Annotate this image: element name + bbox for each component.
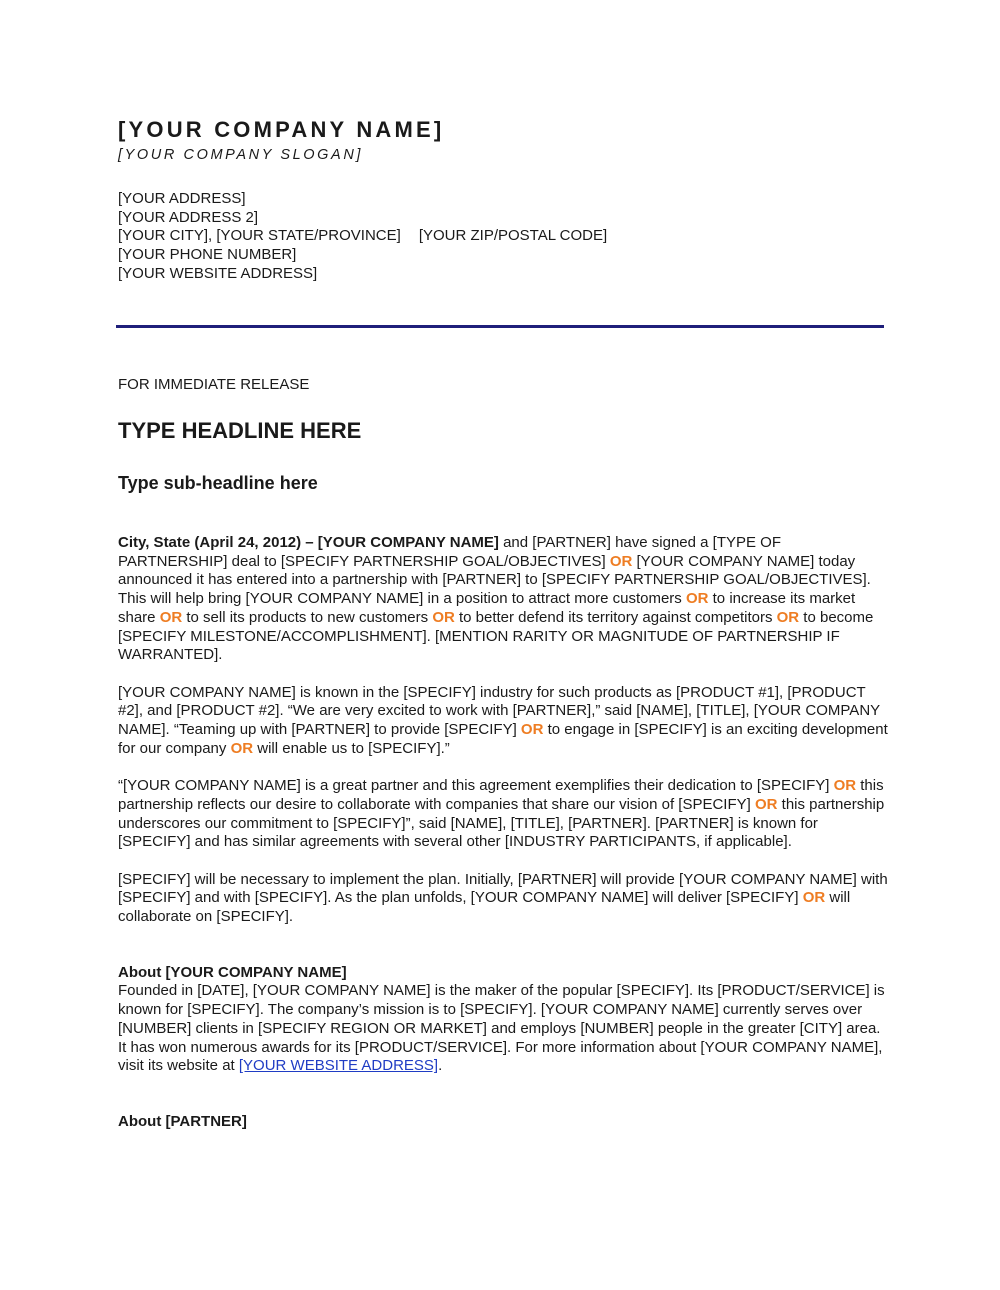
or-marker: OR — [432, 608, 455, 626]
paragraph-3 — [118, 777, 888, 852]
text-run: Founded in [DATE], [YOUR COMPANY NAME] is the maker of the popular [SPECIFY]. Its [PRODUCT/SERVICE] is known for [SPECIFY]. The company’s mission is to [SPECIFY]. [YOUR COMPANY NAME] currently serves over [NUMBER] clients in [SPECIFY REGION OR MARKET] and employs [NUMBER] people in the greater [CITY] area. It has won numerous awards for its [PRODUCT/SERVICE]. For more information about [YOUR COMPANY NAME], visit its website at — [118, 982, 885, 1075]
or-marker: OR — [833, 777, 857, 795]
phone-number: [YOUR PHONE NUMBER] — [118, 246, 297, 264]
or-marker: OR — [776, 608, 800, 626]
about-company-title: About [YOUR COMPANY NAME] — [118, 963, 347, 981]
company-name: [YOUR COMPANY NAME] — [118, 117, 445, 142]
or-marker: OR — [685, 590, 709, 608]
address-line-1: [YOUR ADDRESS] — [118, 190, 246, 207]
text-run: this partnership reflects our desire to collaborate with companies that share our vision of [SPECIFY] — [118, 777, 884, 813]
city-state: [YOUR CITY], [YOUR STATE/PROVINCE] — [118, 227, 401, 245]
paragraph-1 — [118, 534, 888, 665]
website-address: [YOUR WEBSITE ADDRESS] — [118, 264, 318, 282]
website-link[interactable]: [YOUR WEBSITE ADDRESS] — [238, 1057, 439, 1075]
paragraph-4 — [118, 871, 888, 927]
dateline: City, State (April 24, 2012) – [YOUR COMPANY NAME] — [118, 534, 499, 551]
about-company-text — [118, 982, 888, 1076]
address-block — [118, 190, 607, 284]
text-run: will enable us to [SPECIFY].” — [253, 739, 450, 757]
text-run: [YOUR COMPANY NAME] today announced it has entered into a partnership with [PARTNER] to [SPECIFY PARTNERSHIP GOAL/OBJECTIVES]. This will help bring [YOUR COMPANY NAME] in a position to attract more customers — [118, 552, 871, 608]
or-marker: OR — [802, 889, 826, 907]
address-line-2: [YOUR ADDRESS 2] — [118, 208, 259, 226]
headline: TYPE HEADLINE HERE — [118, 418, 362, 443]
text-run: to engage in [SPECIFY] is an exciting development for our company — [118, 721, 888, 757]
zip-code: [YOUR ZIP/POSTAL CODE] — [418, 227, 608, 245]
text-run: [SPECIFY] will be necessary to implement the plan. Initially, [PARTNER] will provide [YOUR COMPANY NAME] with [SPECIFY] and with [SPECIFY]. As the plan unfolds, [YOUR COMPANY NAME] will deliver [SPECIFY] — [118, 870, 888, 907]
text-run: to better defend its territory against competitors — [454, 608, 777, 626]
or-marker: OR — [609, 552, 633, 570]
sub-headline: Type sub-headline here — [118, 473, 318, 493]
text-run: and [PARTNER] have signed a [TYPE OF PARTNERSHIP] deal to [SPECIFY PARTNERSHIP GOAL/OBJECTIVES] — [118, 534, 781, 570]
text-run: . — [438, 1057, 443, 1075]
company-slogan: [YOUR COMPANY SLOGAN] — [118, 147, 364, 163]
paragraph-2 — [118, 684, 888, 759]
text-run: “[YOUR COMPANY NAME] is a great partner and this agreement exemplifies their dedication to [SPECIFY] — [118, 777, 834, 795]
release-label: FOR IMMEDIATE RELEASE — [118, 376, 310, 393]
text-run: to sell its products to new customers — [182, 608, 433, 626]
text-run: will collaborate on [SPECIFY]. — [118, 889, 851, 926]
text-run: this partnership underscores our commitment to [SPECIFY]”, said [NAME], [TITLE], [PARTNER]. [PARTNER] is known for [SPECIFY] and has similar agreements with several other [INDUSTRY PARTICIPANTS, if applicable]. — [118, 795, 885, 851]
or-marker: OR — [754, 795, 778, 813]
header-divider — [116, 325, 884, 328]
text-run: [YOUR COMPANY NAME] is known in the [SPECIFY] industry for such products as [PRODUCT #1], [PRODUCT #2], and [PRODUCT #2]. “We are very excited to work with [PARTNER],” said [NAME], [TITLE], [YOUR COMPANY NAME]. “Teaming up with [PARTNER] to provide [SPECIFY] — [118, 683, 880, 739]
body-text — [118, 534, 888, 1132]
text-run: to increase its market share — [118, 590, 856, 626]
or-marker: OR — [159, 608, 183, 626]
text-run: to become [SPECIFY MILESTONE/ACCOMPLISHMENT]. [MENTION RARITY OR MAGNITUDE OF PARTNERSHIP IF WARRANTED]. — [118, 608, 874, 664]
or-marker: OR — [520, 721, 544, 739]
or-marker: OR — [230, 739, 254, 757]
city-state-line — [118, 227, 607, 246]
about-partner-title: About [PARTNER] — [118, 1112, 247, 1130]
